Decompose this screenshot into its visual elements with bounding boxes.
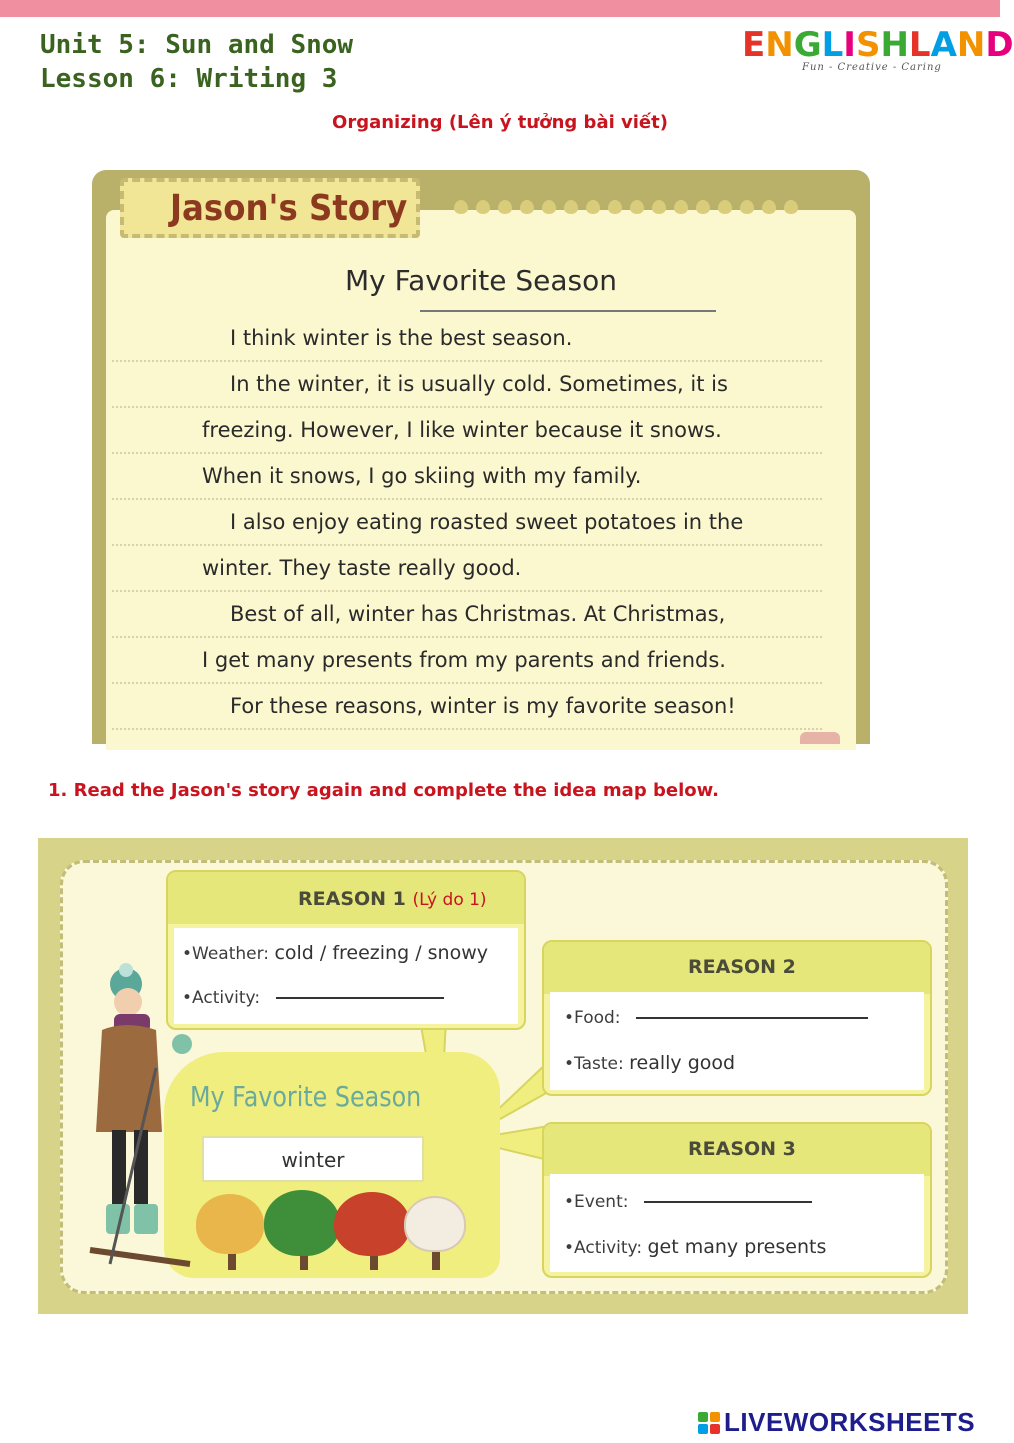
story-line: winter. They taste really good.: [202, 556, 522, 580]
reason1-box: [166, 870, 526, 1030]
right-leg: [134, 1130, 148, 1204]
story-line: freezing. However, I like winter because it snows.: [202, 418, 722, 442]
story-line: In the winter, it is usually cold. Sometimes, it is: [230, 372, 728, 396]
logo-letter: I: [843, 25, 856, 65]
story-line: I also enjoy eating roasted sweet potatoes in the: [230, 510, 744, 534]
instruction: 1. Read the Jason's story again and complete the idea map below.: [48, 780, 719, 801]
reason3-title: REASON 3: [688, 1138, 796, 1160]
lesson-title: Lesson 6: Writing 3: [40, 64, 338, 94]
logo-tagline: Fun - Creative - Caring: [802, 62, 942, 73]
story-tab-title: Jason's Story: [170, 188, 408, 229]
logo-letter: A: [930, 25, 957, 65]
weather-value: cold / freezing / snowy: [274, 942, 488, 964]
activity-value: get many presents: [647, 1236, 827, 1258]
skier-illustration: [90, 964, 200, 1284]
taste-label: •Taste:: [564, 1054, 624, 1074]
taste-value: really good: [629, 1052, 736, 1074]
unit-title: Unit 5: Sun and Snow: [40, 30, 354, 60]
reason3-event: [564, 1192, 812, 1212]
hat-pompom: [119, 963, 133, 977]
event-blank[interactable]: [644, 1201, 812, 1203]
reason2-box: [542, 940, 932, 1096]
logo-letter: D: [985, 25, 1014, 65]
reason2-body: [550, 992, 924, 1090]
logo-letter: N: [765, 25, 794, 65]
icon-square: [710, 1424, 720, 1434]
tree-red: [334, 1192, 410, 1256]
icon-square: [698, 1412, 708, 1422]
story-line: Best of all, winter has Christmas. At Christmas,: [230, 602, 726, 626]
liveworksheets-icon: [698, 1412, 720, 1434]
logo-letter: G: [793, 25, 822, 65]
reason1-activity: [182, 988, 444, 1008]
reason2-taste: [564, 1052, 735, 1074]
mitten: [172, 1034, 192, 1054]
logo-letter: N: [956, 25, 986, 65]
left-leg: [112, 1130, 126, 1204]
logo-letter: E: [742, 25, 766, 65]
logo-letter: L: [908, 25, 931, 65]
center-title: My Favorite Season: [190, 1080, 422, 1113]
reason1-weather: [182, 942, 488, 964]
logo-letter: L: [821, 25, 844, 65]
tree-yellow: [196, 1194, 264, 1254]
tree-green: [264, 1190, 340, 1256]
face: [114, 988, 142, 1016]
organizing-label: Organizing (Lên ý tưởng bài viết): [332, 112, 668, 133]
event-label: •Event:: [564, 1192, 629, 1212]
center-answer-text: winter: [281, 1148, 345, 1172]
center-answer-box[interactable]: [202, 1136, 424, 1182]
story-line: For these reasons, winter is my favorite season!: [230, 694, 736, 718]
story-line: I think winter is the best season.: [230, 326, 573, 350]
reason1-title: [298, 888, 487, 910]
tree-snowy: [404, 1196, 466, 1252]
ski: [90, 1250, 190, 1264]
reason1-title-text: REASON 1: [298, 888, 406, 910]
logo-letter: H: [880, 25, 909, 65]
icon-square: [698, 1424, 708, 1434]
activity-label: •Activity:: [564, 1238, 643, 1258]
reason2-title: REASON 2: [688, 956, 796, 978]
reason3-activity: [564, 1236, 826, 1258]
icon-square: [710, 1412, 720, 1422]
story-line: I get many presents from my parents and friends.: [202, 648, 726, 672]
reason1-subtitle: (Lý do 1): [412, 890, 487, 910]
activity-label: •Activity:: [182, 988, 261, 1008]
activity-blank[interactable]: [276, 997, 444, 999]
food-label: •Food:: [564, 1008, 621, 1028]
story-line: When it snows, I go skiing with my family.: [202, 464, 642, 488]
right-boot: [134, 1204, 158, 1234]
food-blank[interactable]: [636, 1017, 868, 1019]
liveworksheets-brand[interactable]: LIVEWORKSHEETS: [724, 1407, 976, 1437]
story-heading: My Favorite Season: [344, 264, 618, 297]
weather-label: •Weather:: [182, 944, 270, 964]
reason2-food: [564, 1008, 868, 1028]
reason3-box: [542, 1122, 932, 1278]
logo-letter: S: [855, 25, 881, 65]
